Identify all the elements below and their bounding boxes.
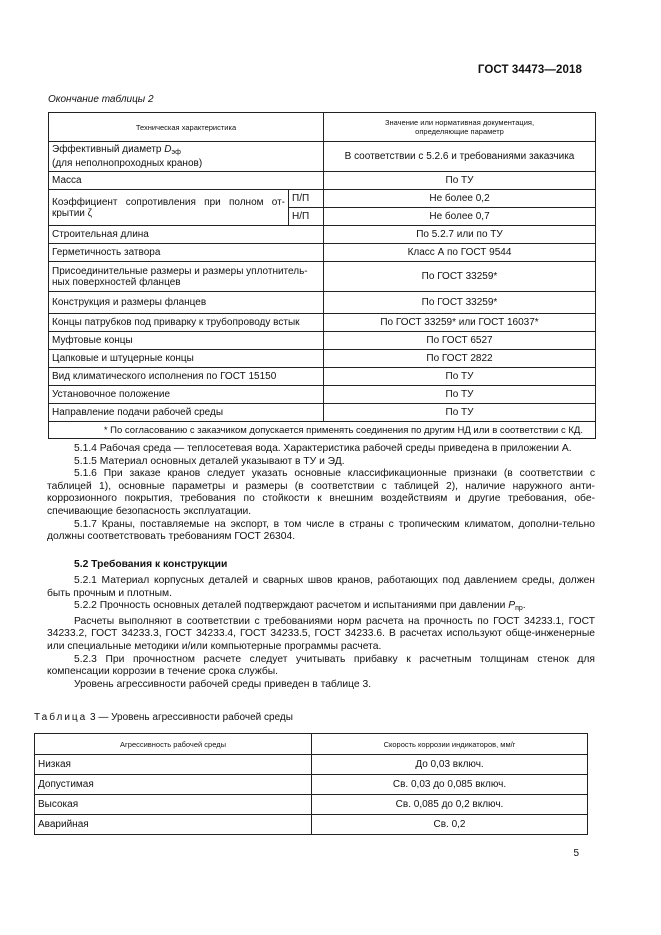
paragraph-5-1-7: 5.1.7 Краны, поставляемые на экспорт, в том числе в страны с тропическим климатом, дополни-тельно должны соответствовать требованиям ГОСТ 26304. [47, 518, 595, 543]
table-row [35, 795, 588, 815]
table2-header-row [49, 113, 596, 142]
table-row [49, 262, 596, 292]
table-cell-label: Цапковые и штуцерные концы [49, 350, 324, 368]
table2-col2-header-line1: Значение или нормативная документация, [384, 118, 535, 127]
table3-col1-header: Агрессивность рабочей среды [35, 734, 312, 755]
table-cell-label: Герметичность затвора [49, 244, 324, 262]
table-cell-value: По 5.2.7 или по ТУ [324, 226, 596, 244]
p522-symbol: P [508, 600, 516, 612]
table-row [49, 386, 596, 404]
table-cell-value: По ГОСТ 33259* или ГОСТ 16037* [324, 314, 596, 332]
table-row [49, 292, 596, 314]
r1-label-sym: D [164, 144, 172, 155]
table-cell-sublabel: Н/П [289, 208, 324, 226]
table2-note-row [49, 422, 596, 439]
table2-col1-header: Техническая характеристика [49, 113, 324, 142]
paragraph-5-1-4: 5.1.4 Рабочая среда — теплосетевая вода. Характеристика рабочей среды приведена в приложении А. [74, 443, 572, 454]
section-heading-5-2: 5.2 Требования к конструкции [74, 559, 228, 570]
p522-subscript: пр [515, 605, 523, 613]
table-row [49, 172, 596, 190]
table-cell-label: Строительная длина [49, 226, 324, 244]
page-number: 5 [573, 848, 579, 859]
table-cell-value: По ТУ [324, 172, 596, 190]
table-cell-value: По ТУ [324, 368, 596, 386]
table-cell-level: Аварийная [35, 815, 312, 835]
table-cell-value: По ГОСТ 33259* [324, 262, 596, 292]
table-cell-level: Допустимая [35, 775, 312, 795]
p522-end: . [522, 600, 526, 612]
table-cell-rate: Св. 0,2 [312, 815, 588, 835]
table-cell-label: Установочное положение [49, 386, 324, 404]
p522-text: 5.2.2 Прочность основных деталей подтверждают расчетом и испытаниями при давлении [74, 600, 509, 612]
table-cell-rate: До 0,03 включ. [312, 755, 588, 775]
table3-caption-label: Таблица [34, 712, 88, 723]
table-cell-value: В соответствии с 5.2.6 и требованиями заказчика [324, 142, 596, 172]
table2-col2-header-line2: определяющие параметр [415, 127, 504, 136]
table-cell-label: Направление подачи рабочей среды [49, 404, 324, 422]
paragraph-5-2-1: 5.2.1 Материал корпусных деталей и сварных швов кранов, работающих под давлением среды, должен быть прочным и плотным. [47, 575, 595, 599]
table-row [49, 190, 596, 208]
paragraph-5-1-6: 5.1.6 При заказе кранов следует указать основные классификационные признаки (в соответствии с таблицей 1), основные параметры и размеры (в соответствии с таблицей 2), наличие наружного анти-коррозионного покрытия, требования по стойкости к внешним воздействиям и другие требования, обе-спечивающие безопасность эксплуатации. [47, 468, 595, 517]
table2-caption: Окончание таблицы 2 [48, 94, 154, 105]
table-row [49, 314, 596, 332]
table-row [49, 244, 596, 262]
table-row [35, 775, 588, 795]
table3-caption-title: 3 — Уровень агрессивности рабочей среды [87, 712, 293, 723]
table-cell-value: По ГОСТ 6527 [324, 332, 596, 350]
table-row [49, 350, 596, 368]
paragraph-5-1-5: 5.1.5 Материал основных деталей указывают в ТУ и ЭД. [74, 455, 345, 467]
r1-label-a: Эффективный диаметр [52, 144, 165, 155]
paragraph-5-2-2 [47, 600, 595, 616]
document-header: ГОСТ 34473—2018 [477, 64, 582, 76]
table-cell-sublabel: П/П [289, 190, 324, 208]
table-cell-label: Вид климатического исполнения по ГОСТ 15150 [49, 368, 324, 386]
table-cell-value: Не более 0,2 [324, 190, 596, 208]
table-cell-label: Концы патрубков под приварку к трубопроводу встык [49, 314, 324, 332]
table2 [48, 112, 596, 439]
table-cell-label: Присоединительные размеры и размеры уплотнитель-ных поверхностей фланцев [49, 262, 324, 292]
table-row [35, 755, 588, 775]
table-row [35, 815, 588, 835]
r1-label-sub: эф [171, 149, 181, 156]
table-cell-value: Не более 0,7 [324, 208, 596, 226]
table3-header-row [35, 734, 588, 755]
table-cell-value: По ГОСТ 33259* [324, 292, 596, 314]
table-cell-rate: Св. 0,03 до 0,085 включ. [312, 775, 588, 795]
table-cell-value: Класс А по ГОСТ 9544 [324, 244, 596, 262]
table-cell-value: По ТУ [324, 404, 596, 422]
table2-col2-header [324, 113, 596, 142]
table-cell-label: Масса [49, 172, 324, 190]
table-cell-level: Высокая [35, 795, 312, 815]
table2-footnote: * По согласованию с заказчиком допускается применять соединения по другим НД или в соответствии с КД. [49, 422, 596, 439]
paragraph-5-2-3: 5.2.3 При прочностном расчете следует учитывать прибавку к расчетным толщинам стенок для компенсации коррозии в течение срока службы. [47, 653, 595, 678]
table-cell-label: Коэффициент сопротивления при полном от-крытии ζ [49, 190, 289, 226]
body-section-51 [47, 443, 595, 544]
r1-label-b: (для неполнопроходных кранов) [52, 158, 203, 169]
table-cell-label: Конструкция и размеры фланцев [49, 292, 324, 314]
table3-caption [34, 712, 293, 723]
table-row [49, 226, 596, 244]
table3-col2-header: Скорость коррозии индикаторов, мм/г [312, 734, 588, 755]
table-row [49, 368, 596, 386]
table-row [49, 142, 596, 172]
table-cell-rate: Св. 0,085 до 0,2 включ. [312, 795, 588, 815]
table-cell-value: По ТУ [324, 386, 596, 404]
table3 [34, 733, 588, 835]
body-section-52 [47, 575, 595, 691]
table-cell-level: Низкая [35, 755, 312, 775]
table-cell-label [49, 142, 324, 172]
paragraph-aggressiveness: Уровень агрессивности рабочей среды приведен в таблице 3. [74, 678, 372, 690]
table-row [49, 404, 596, 422]
table-cell-label: Муфтовые концы [49, 332, 324, 350]
paragraph-5-2-2-calc: Расчеты выполняют в соответствии с требованиями норм расчета на прочность по ГОСТ 34233.1, ГОСТ 34233.2, ГОСТ 34233.3, ГОСТ 34233.4, ГОСТ 34233.5, ГОСТ 34233.6. В расчетах используют обще-инженерные или специальные методики и/или компьютерные программы расчета. [47, 615, 595, 652]
table-cell-value: По ГОСТ 2822 [324, 350, 596, 368]
table-row [49, 332, 596, 350]
